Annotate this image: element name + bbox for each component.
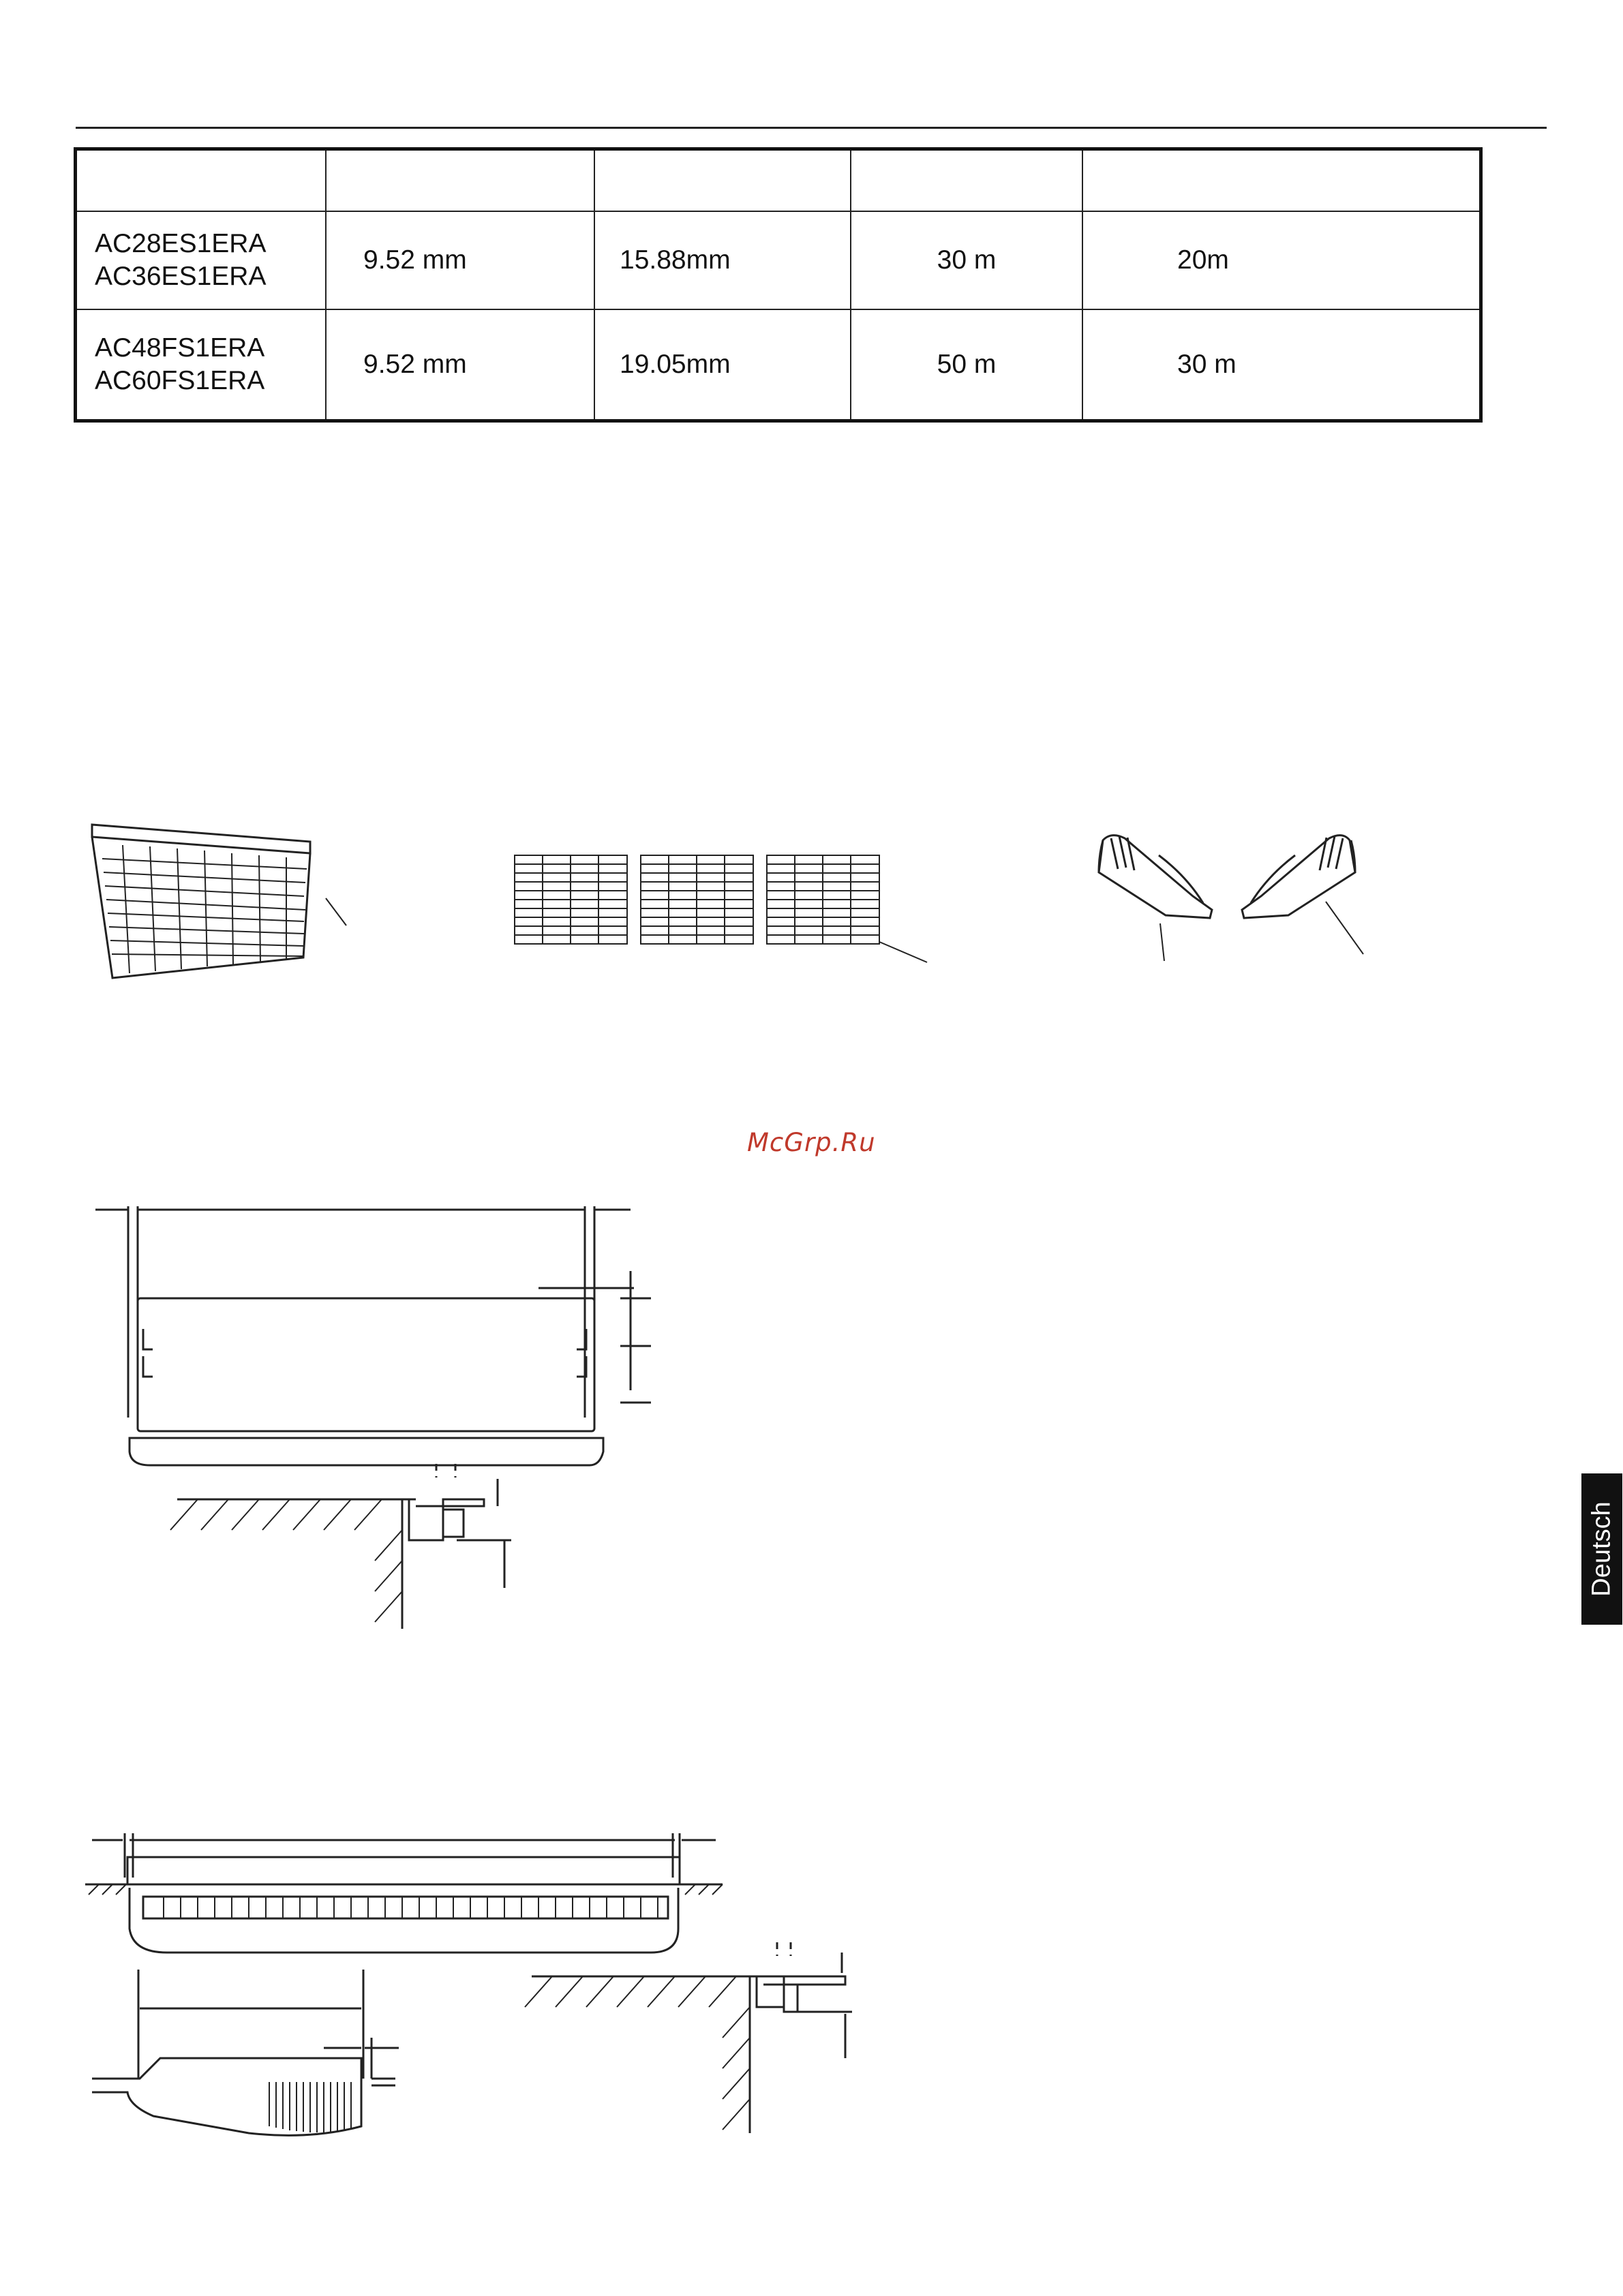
header-cell xyxy=(76,149,327,212)
model-name: AC36ES1ERA xyxy=(95,262,267,291)
air-filter-panel-icon xyxy=(75,818,361,988)
model-name: AC48FS1ERA xyxy=(95,333,265,363)
language-tab-label: Deutsch xyxy=(1587,1501,1616,1597)
model-cell xyxy=(76,309,327,421)
mounting-bracket-detail xyxy=(525,1942,866,2140)
wall-mount-front-diagram xyxy=(89,1186,668,1629)
ceiling-mount-side-diagram xyxy=(92,1963,433,2154)
table-header-row xyxy=(76,149,1481,212)
liquid-pipe-cell: 9.52 mm xyxy=(326,309,594,421)
max-height-cell: 30 m xyxy=(1082,309,1481,421)
liquid-pipe-cell: 9.52 mm xyxy=(326,211,594,309)
model-cell xyxy=(76,211,327,309)
language-tab[interactable] xyxy=(1581,1473,1622,1625)
gas-pipe-cell: 19.05mm xyxy=(594,309,851,421)
table-row xyxy=(76,309,1481,421)
header-cell xyxy=(851,149,1082,212)
model-name: AC28ES1ERA xyxy=(95,229,267,258)
header-cell xyxy=(326,149,594,212)
watermark: McGrp.Ru xyxy=(747,1128,876,1157)
drain-hose-fittings-icon xyxy=(1091,828,1377,964)
filter-grids-icon xyxy=(511,853,934,969)
header-cell xyxy=(594,149,851,212)
max-length-cell: 30 m xyxy=(851,211,1082,309)
model-name: AC60FS1ERA xyxy=(95,366,265,395)
max-length-cell: 50 m xyxy=(851,309,1082,421)
header-cell xyxy=(1082,149,1481,212)
gas-pipe-cell: 15.88mm xyxy=(594,211,851,309)
pipe-spec-table xyxy=(74,147,1483,423)
header-rule xyxy=(76,127,1547,129)
max-height-cell: 20m xyxy=(1082,211,1481,309)
table-row xyxy=(76,211,1481,309)
